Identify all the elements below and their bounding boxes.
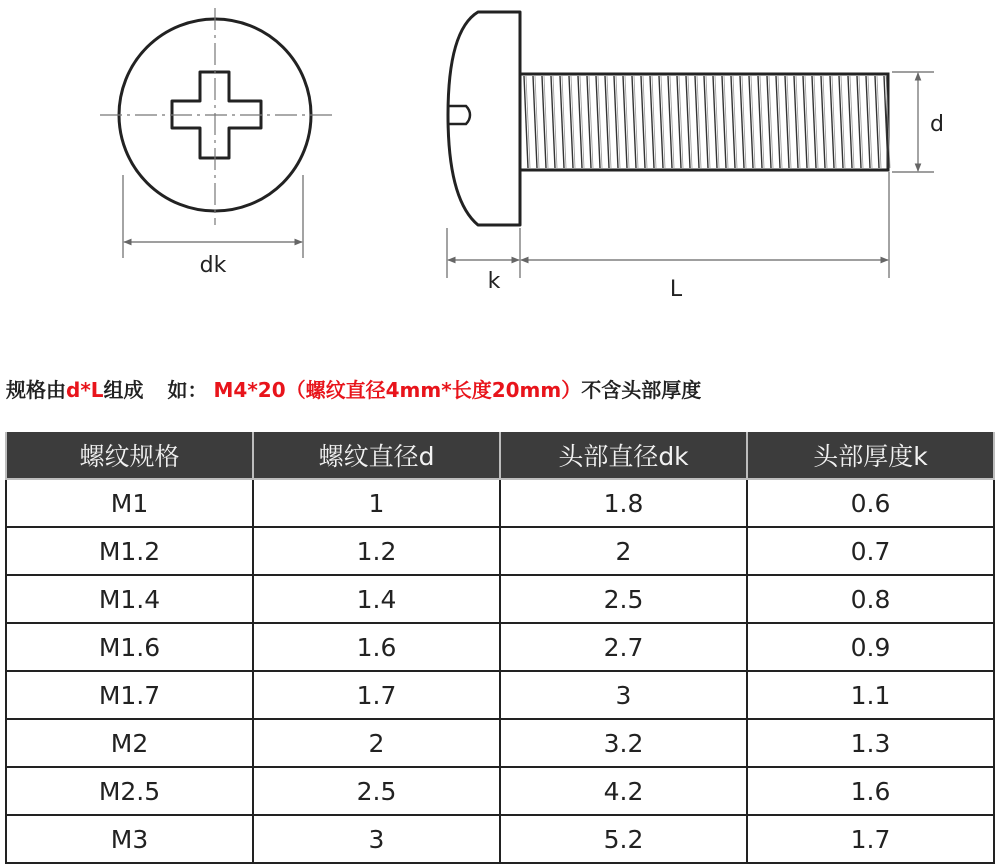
header-head-diameter: 头部直径dk	[500, 432, 747, 479]
table-row	[6, 671, 994, 719]
cell-dk: 2.5	[500, 575, 747, 623]
table-row	[6, 719, 994, 767]
screw-dimension-drawing	[0, 0, 997, 370]
cell-k: 0.9	[747, 623, 994, 671]
spec-note-part-1: 规格由	[6, 378, 66, 402]
cell-k: 1.3	[747, 719, 994, 767]
cell-k: 0.7	[747, 527, 994, 575]
header-thread-spec: 螺纹规格	[6, 432, 253, 479]
table-row	[6, 575, 994, 623]
table-row	[6, 527, 994, 575]
spec-note-example: M4*20（螺纹直径4mm*长度20mm）	[213, 378, 582, 402]
cell-dk: 1.8	[500, 479, 747, 527]
cell-k: 0.8	[747, 575, 994, 623]
cell-dk: 4.2	[500, 767, 747, 815]
spec-table	[5, 432, 995, 864]
dk-label: dk	[199, 253, 227, 278]
cell-d: 1.2	[253, 527, 500, 575]
cell-k: 1.6	[747, 767, 994, 815]
d-label: d	[930, 112, 944, 137]
cell-dk: 2	[500, 527, 747, 575]
table-row	[6, 767, 994, 815]
cell-spec: M1.7	[6, 671, 253, 719]
table-row	[6, 815, 994, 863]
screw-head-top-view	[100, 8, 332, 258]
cell-dk: 5.2	[500, 815, 747, 863]
cell-spec: M1.6	[6, 623, 253, 671]
screw-side-view	[447, 12, 934, 278]
cell-d: 1.7	[253, 671, 500, 719]
cell-dk: 3	[500, 671, 747, 719]
cell-spec: M3	[6, 815, 253, 863]
spec-note-example-label: 如：	[167, 378, 208, 402]
spec-note	[6, 374, 996, 403]
table-row	[6, 479, 994, 527]
cell-dk: 3.2	[500, 719, 747, 767]
cell-k: 0.6	[747, 479, 994, 527]
cell-d: 2	[253, 719, 500, 767]
cell-d: 1.4	[253, 575, 500, 623]
cell-spec: M2	[6, 719, 253, 767]
header-head-thickness: 头部厚度k	[747, 432, 994, 479]
cell-spec: M2.5	[6, 767, 253, 815]
spec-note-exclusion: 不含头部厚度	[581, 378, 702, 402]
cell-spec: M1.4	[6, 575, 253, 623]
cell-dk: 2.7	[500, 623, 747, 671]
header-thread-diameter: 螺纹直径d	[253, 432, 500, 479]
cell-k: 1.7	[747, 815, 994, 863]
spec-note-part-3: 组成	[103, 378, 144, 402]
cell-d: 3	[253, 815, 500, 863]
cell-k: 1.1	[747, 671, 994, 719]
cell-d: 2.5	[253, 767, 500, 815]
cell-spec: M1.2	[6, 527, 253, 575]
L-label: L	[669, 277, 683, 302]
cell-d: 1.6	[253, 623, 500, 671]
spec-note-format: d*L	[66, 378, 104, 402]
table-header-row	[6, 432, 994, 479]
k-label: k	[487, 269, 501, 294]
cell-spec: M1	[6, 479, 253, 527]
cell-d: 1	[253, 479, 500, 527]
pan-head-profile	[448, 12, 520, 225]
table-row	[6, 623, 994, 671]
